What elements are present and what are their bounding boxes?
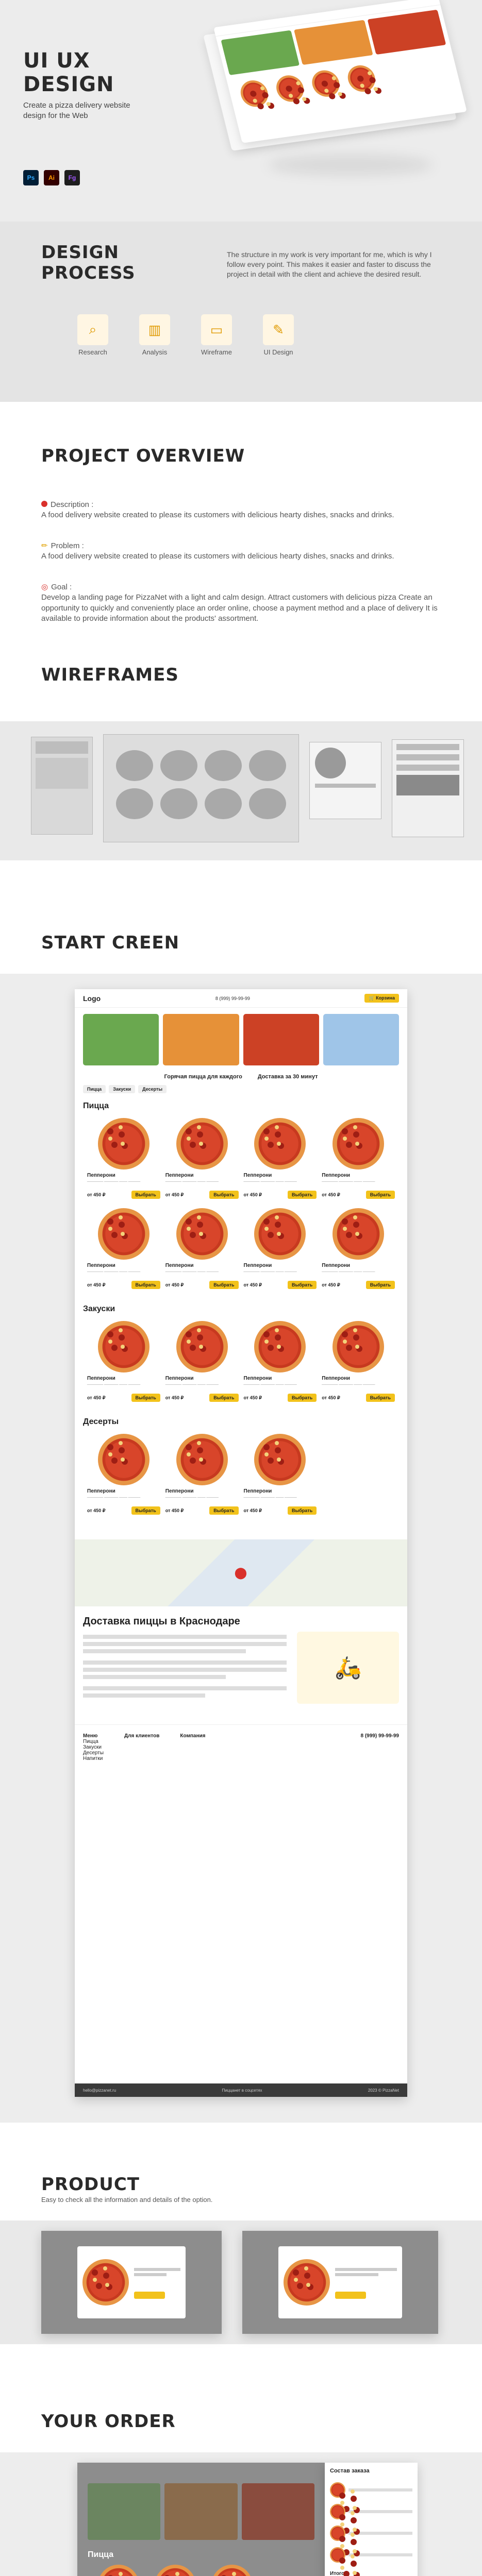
target-icon: ◎	[41, 583, 48, 591]
promo-banners	[75, 1008, 407, 1072]
footer-link[interactable]: Напитки	[83, 1756, 103, 1761]
wireframes-title: WIREFRAMES	[41, 665, 179, 685]
hero-mockup-shadow	[268, 155, 433, 175]
wireframe-icon: ▭	[201, 314, 232, 345]
product-detail-shot	[242, 2231, 438, 2334]
process-section	[0, 222, 482, 402]
choose-button[interactable]: Выбрать	[209, 1281, 238, 1289]
choose-button[interactable]: Выбрать	[288, 1281, 317, 1289]
step-wireframe: ▭ Wireframe	[201, 314, 232, 356]
footer-link[interactable]: Закуски	[83, 1744, 102, 1750]
order-menu-shot	[77, 2463, 325, 2576]
wireframe-left	[31, 737, 93, 835]
choose-button[interactable]: Выбрать	[131, 1281, 160, 1289]
product-card[interactable]: Пепперони ________ _______ ____ ______ от 450 ₽ Выбрать	[322, 1118, 395, 1199]
map-pin-icon: ⬤	[234, 1566, 247, 1579]
choose-button[interactable]: Выбрать	[366, 1281, 395, 1289]
product-card[interactable]: Пепперони ________ _______ ____ ______ от 450 ₽ Выбрать	[244, 1321, 317, 1402]
pizza-grid	[75, 1114, 407, 1293]
figma-icon: Fg	[64, 170, 80, 185]
process-title: DESIGN PROCESS	[41, 242, 136, 283]
process-steps	[77, 314, 294, 356]
delivery-text	[75, 1632, 407, 1704]
choose-button[interactable]: Выбрать	[209, 1394, 238, 1402]
overview-description: Description : A food delivery website created to please its customers with delicious hearty dishes, snacks and drinks.	[41, 500, 394, 520]
start-screen-title: START CREEN	[41, 933, 180, 953]
desserts-grid	[75, 1430, 407, 1519]
product-section	[0, 2164, 482, 2370]
footer-phone[interactable]: 8 (999) 99-99-99	[360, 1733, 399, 1739]
product-card[interactable]: Пепперони ________ _______ ____ ______ от 450 ₽ Выбрать	[165, 1118, 239, 1199]
site-footer: Меню Пицца Закуски Десерты Напитки Для клиентов Компания 8 (999) 99-99-99	[75, 1724, 407, 1770]
site-header	[75, 989, 407, 1008]
promo-banner[interactable]	[243, 1014, 319, 1065]
cart-total: Итого	[330, 2571, 345, 2576]
product-card[interactable]: Пепперони ________ _______ ____ ______ от 450 ₽ Выбрать	[322, 1321, 395, 1402]
process-text: The structure in my work is very important for me, which is why I follow every point. This makes it easier and faster to discuss the project in detail with the client and achieve the desired result.	[227, 250, 432, 278]
cart-drawer-shot	[325, 2463, 418, 2576]
choose-button[interactable]: Выбрать	[366, 1191, 395, 1199]
choose-button[interactable]: Выбрать	[131, 1191, 160, 1199]
menu-title: Пицца	[88, 2550, 114, 2559]
chart-icon: ▥	[139, 314, 170, 345]
product-card[interactable]: Пепперони ________ _______ ____ ______ от 450 ₽ Выбрать	[244, 1118, 317, 1199]
tool-icons	[23, 170, 80, 185]
filter-chip[interactable]: Пицца	[83, 1085, 106, 1093]
choose-button[interactable]: Выбрать	[131, 1506, 160, 1515]
start-screen-mockup	[75, 989, 407, 2097]
promo-banner[interactable]	[83, 1014, 159, 1065]
photoshop-icon: Ps	[23, 170, 39, 185]
cart-title: Состав заказа	[330, 2468, 370, 2474]
start-screen-section	[0, 917, 482, 2133]
cart-icon: 🛒	[369, 995, 376, 1001]
delivery-illustration: 🛵	[297, 1632, 399, 1704]
product-card[interactable]: Пепперони ________ _______ ____ ______ от 450 ₽ Выбрать	[165, 1321, 239, 1402]
order-title: YOUR ORDER	[41, 2411, 176, 2432]
pen-icon: ✎	[263, 314, 294, 345]
pencil-icon: ✏	[41, 541, 48, 550]
overview-goal: ◎ Goal : Develop a landing page for PizzaNet with a light and calm design. Attract customers with delicious pizza Create an opportunity to quickly and conveniently place an order online, choose a payment method and a place of delivery It is available to provide information about the products' assortment.	[41, 583, 438, 623]
product-card[interactable]: Пепперони ________ _______ ____ ______ от 450 ₽ Выбрать	[165, 1208, 239, 1289]
overview-problem: ✏ Problem : A food delivery website created to please its customers with delicious hearty dishes, snacks and drinks.	[41, 541, 394, 561]
choose-button[interactable]: Выбрать	[131, 1394, 160, 1402]
category-title: Пицца	[83, 1101, 109, 1110]
overview-title: PROJECT OVERVIEW	[41, 446, 245, 466]
choose-button[interactable]: Выбрать	[209, 1191, 238, 1199]
choose-button[interactable]: Выбрать	[288, 1191, 317, 1199]
category-title: Десерты	[83, 1417, 119, 1426]
promo-banner[interactable]	[163, 1014, 239, 1065]
product-card[interactable]: Пепперони ________ _______ ____ ______ от 450 ₽ Выбрать	[87, 1434, 160, 1515]
product-card[interactable]: Пепперони ________ _______ ____ ______ от 450 ₽ Выбрать	[87, 1208, 160, 1289]
step-research: ⌕ Research	[77, 314, 108, 356]
product-card[interactable]: Пепперони ________ _______ ____ ______ от 450 ₽ Выбрать	[87, 1321, 160, 1402]
step-ui-design: ✎ UI Design	[263, 314, 294, 356]
product-card[interactable]: Пепперони ________ _______ ____ ______ от 450 ₽ Выбрать	[244, 1208, 317, 1289]
category-title: Закуски	[83, 1304, 115, 1313]
footer-bottom: hello@pizzanet.ru Пиццанет в соцсетях 2023 © PizzaNet	[75, 2083, 407, 2097]
product-card[interactable]: Пепперони ________ _______ ____ ______ от 450 ₽ Выбрать	[165, 1434, 239, 1515]
wireframes-section	[0, 649, 482, 917]
snacks-grid	[75, 1317, 407, 1406]
choose-button[interactable]: Выбрать	[366, 1394, 395, 1402]
site-logo[interactable]: Logo	[83, 994, 101, 1003]
wireframe-main	[103, 734, 299, 842]
step-analysis: ▥ Analysis	[139, 314, 170, 356]
product-card[interactable]: Пепперони ________ _______ ____ ______ от 450 ₽ Выбрать	[244, 1434, 317, 1515]
illustrator-icon: Ai	[44, 170, 59, 185]
promo-banner[interactable]	[323, 1014, 399, 1065]
cart-button[interactable]: 🛒 Корзина	[364, 994, 399, 1003]
overview-section	[0, 412, 482, 649]
product-card[interactable]: Пепперони ________ _______ ____ ______ от 450 ₽ Выбрать	[87, 1118, 160, 1199]
choose-button[interactable]: Выбрать	[288, 1506, 317, 1515]
category-filter	[75, 1085, 407, 1098]
footer-link[interactable]: Десерты	[83, 1750, 104, 1756]
search-icon: ⌕	[77, 314, 108, 345]
delivery-strip: Горячая пицца для каждого Доставка за 30 минут	[164, 1074, 318, 1080]
hero-subtitle: Create a pizza delivery website design for the Web	[23, 101, 130, 120]
choose-button[interactable]: Выбрать	[209, 1506, 238, 1515]
choose-button[interactable]: Выбрать	[288, 1394, 317, 1402]
site-phone[interactable]: 8 (999) 99-99-99	[215, 995, 250, 1001]
hero-title: UI UX DESIGN	[23, 49, 114, 96]
product-card[interactable]: Пепперони ________ _______ ____ ______ от 450 ₽ Выбрать	[322, 1208, 395, 1289]
delivery-title: Доставка пиццы в Краснодаре	[83, 1616, 240, 1627]
filter-chip[interactable]: Десерты	[138, 1085, 167, 1093]
order-section	[0, 2411, 482, 2576]
hero-section	[0, 0, 482, 222]
product-title: PRODUCT	[41, 2174, 140, 2195]
red-dot-icon	[41, 501, 47, 507]
map-block[interactable]	[75, 1539, 407, 1606]
filter-chip[interactable]: Закуски	[109, 1085, 135, 1093]
product-subtitle: Easy to check all the information and details of the option.	[41, 2196, 213, 2204]
product-modal-shot	[41, 2231, 222, 2334]
wireframe-modal	[309, 742, 381, 819]
wireframe-right	[392, 739, 464, 837]
footer-link[interactable]: Пицца	[83, 1739, 98, 1744]
